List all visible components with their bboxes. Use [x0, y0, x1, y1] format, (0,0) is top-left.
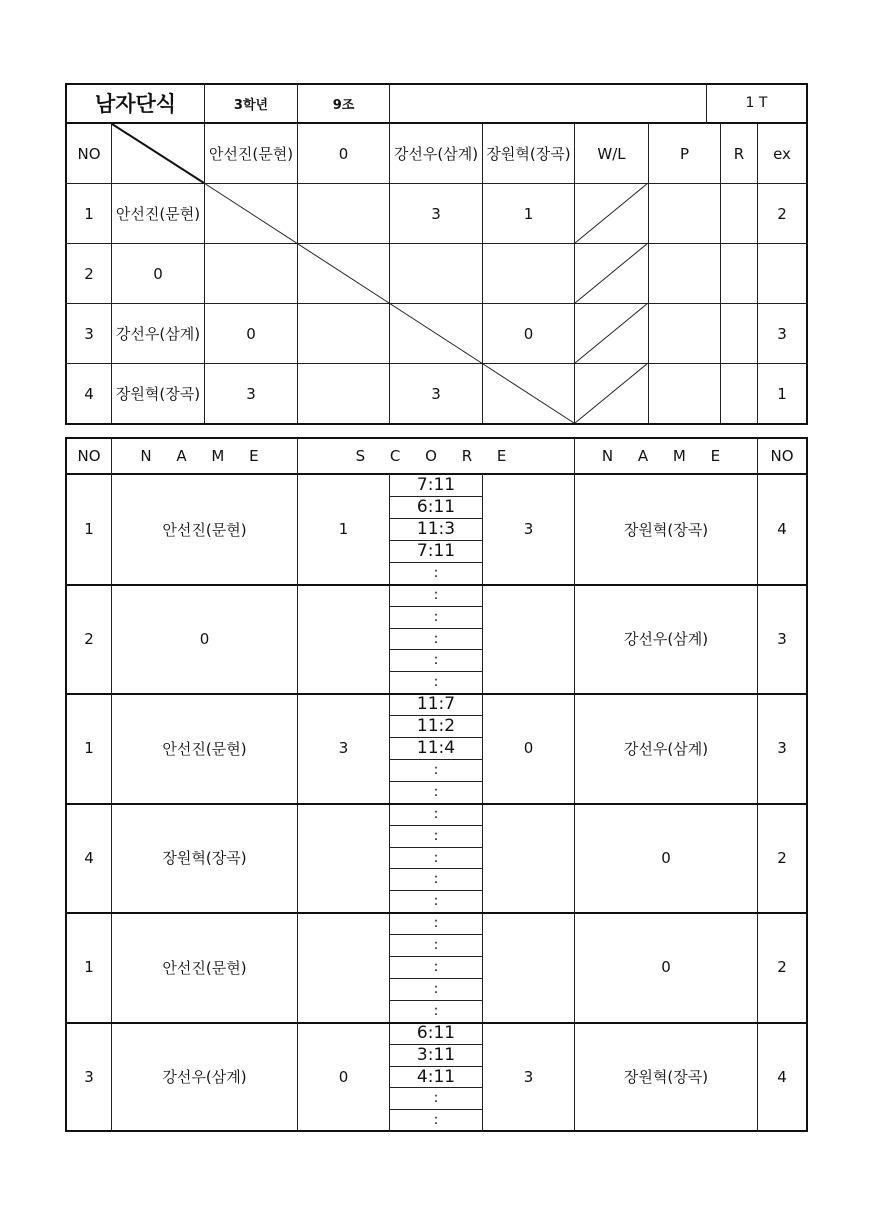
- matrix-ex: [758, 244, 806, 303]
- set-score: :: [433, 1090, 439, 1106]
- set-score: 6:11: [416, 497, 456, 517]
- matrix-score-vs-4: 1: [523, 204, 534, 223]
- match-name-left: 강선우(삼계): [162, 1068, 247, 1086]
- matrix-score-vs-3: [390, 304, 482, 363]
- match-name-left: 안선진(문현): [162, 739, 247, 758]
- match-name-right: 강선우(삼계): [623, 739, 709, 758]
- matrix-score-vs-1: 0: [246, 324, 256, 343]
- set-score: :: [433, 652, 439, 668]
- matrix-score-vs-3: [390, 244, 482, 303]
- matrix-score-vs-1: 3: [246, 384, 256, 403]
- matrix-rank: [721, 184, 757, 243]
- matrix-points: [649, 184, 720, 243]
- matrix-score-vs-1: [205, 184, 297, 243]
- set-score: :: [433, 959, 439, 975]
- set-score: :: [433, 937, 439, 953]
- set-score: 7:11: [416, 475, 456, 495]
- match-score-right: 0: [523, 739, 534, 757]
- set-score: 4:11: [416, 1066, 456, 1087]
- header-score: S C O R E: [355, 446, 517, 465]
- matrix-score-vs-1: [205, 244, 297, 303]
- matrix-player-name: 강선우(삼계): [115, 325, 201, 343]
- match-no-right: 3: [777, 739, 787, 757]
- match-score-left: [298, 803, 389, 912]
- match-no-left: 3: [84, 1067, 94, 1086]
- header-no-left: NO: [77, 446, 101, 465]
- match-no-right: 2: [777, 848, 787, 867]
- match-name-left: 장원혁(장곡): [162, 849, 247, 867]
- matrix-player-name: 0: [153, 264, 163, 283]
- match-score-right: [483, 803, 574, 912]
- set-score: :: [433, 587, 439, 603]
- matrix-score-vs-3: 3: [431, 384, 441, 403]
- match-no-right: 3: [777, 629, 787, 648]
- header-name-right: N A M E: [601, 446, 731, 465]
- matrix-points: [649, 304, 720, 363]
- col-header-no: NO: [77, 144, 101, 163]
- match-no-left: 4: [84, 848, 94, 867]
- matrix-no: 3: [84, 324, 94, 343]
- grade-label: 3학년: [233, 97, 269, 113]
- set-score: 7:11: [416, 541, 456, 561]
- matrix-score-vs-2: [298, 184, 389, 243]
- match-name-right: 0: [661, 848, 671, 867]
- match-score-left: 0: [338, 1067, 349, 1086]
- matrix-score-vs-2: [298, 304, 389, 363]
- set-score: :: [433, 828, 439, 844]
- match-name-right: 장원혁(장곡): [623, 520, 709, 539]
- col-header-player-1: 안선진(문현): [208, 145, 294, 163]
- set-score: 11:2: [416, 716, 456, 736]
- matrix-no: 4: [84, 384, 94, 403]
- set-score: :: [433, 893, 439, 909]
- match-name-left: 안선진(문현): [162, 958, 247, 977]
- match-score-left: [298, 584, 389, 693]
- table-number: 1 T: [745, 95, 768, 111]
- match-no-left: 1: [84, 958, 94, 976]
- header-name-left: N A M E: [140, 446, 269, 465]
- match-score-right: 3: [523, 520, 534, 538]
- match-no-right: 2: [777, 958, 787, 976]
- matrix-player-name: 안선진(문현): [115, 205, 201, 223]
- col-header-ex: ex: [773, 144, 791, 163]
- set-score: :: [433, 674, 439, 690]
- matrix-score-vs-4: [483, 244, 574, 303]
- set-score: 11:7: [416, 694, 456, 714]
- matrix-rank: [721, 244, 757, 303]
- set-score: :: [433, 784, 439, 800]
- set-score: 6:11: [416, 1023, 456, 1043]
- event-title: 남자단식: [94, 92, 177, 116]
- match-no-left: 1: [84, 739, 94, 757]
- set-score: :: [433, 1003, 439, 1019]
- header-no-right: NO: [770, 446, 794, 465]
- match-no-left: 2: [84, 629, 94, 648]
- group-label: 9조: [332, 97, 355, 113]
- match-no-right: 4: [777, 1067, 787, 1086]
- match-name-right: 장원혁(장곡): [623, 1068, 709, 1086]
- match-no-left: 1: [84, 520, 94, 538]
- matrix-score-vs-2: [298, 364, 389, 423]
- match-no-right: 4: [777, 520, 787, 538]
- matrix-rank: [721, 304, 757, 363]
- set-score: :: [433, 609, 439, 625]
- set-score: :: [433, 981, 439, 997]
- matrix-ex: 2: [777, 204, 787, 223]
- match-score-left: [298, 912, 389, 1022]
- set-score: 3:11: [416, 1045, 456, 1065]
- set-score: :: [433, 806, 439, 822]
- set-score: :: [433, 565, 439, 581]
- match-name-right: 강선우(삼계): [623, 630, 709, 648]
- set-score: :: [433, 1112, 439, 1128]
- matrix-no: 2: [84, 264, 94, 283]
- matrix-score-vs-2: [298, 244, 389, 303]
- match-name-left: 0: [199, 629, 210, 648]
- matrix-points: [649, 244, 720, 303]
- match-score-left: 3: [338, 739, 349, 757]
- set-score: :: [433, 871, 439, 887]
- set-score: :: [433, 762, 439, 778]
- set-score: :: [433, 915, 439, 931]
- match-score-right: [483, 912, 574, 1022]
- set-score: 11:3: [416, 519, 456, 539]
- match-name-right: 0: [661, 958, 671, 976]
- matrix-rank: [721, 364, 757, 423]
- matrix-no: 1: [84, 204, 94, 223]
- match-score-left: 1: [338, 520, 349, 538]
- matrix-ex: 3: [777, 324, 787, 343]
- set-score: :: [433, 630, 439, 647]
- set-score: :: [433, 849, 439, 866]
- matrix-score-vs-3: 3: [431, 204, 441, 223]
- matrix-player-name: 장원혁(장곡): [115, 385, 201, 403]
- set-score: 11:4: [416, 738, 456, 758]
- col-header-p: P: [679, 144, 690, 163]
- matrix-ex: 1: [777, 384, 787, 403]
- col-header-r: R: [733, 144, 745, 163]
- match-score-right: [483, 584, 574, 693]
- matrix-score-vs-4: [483, 364, 574, 423]
- col-header-player-2: 0: [338, 144, 349, 163]
- col-header-wl: W/L: [597, 144, 626, 163]
- matrix-points: [649, 364, 720, 423]
- matrix-score-vs-4: 0: [523, 324, 534, 343]
- header-blank: [390, 84, 706, 122]
- match-name-left: 안선진(문현): [162, 520, 247, 539]
- col-header-player-3: 강선우(삼계): [393, 145, 479, 163]
- match-score-right: 3: [523, 1067, 534, 1086]
- col-header-player-4: 장원혁(장곡): [486, 145, 571, 163]
